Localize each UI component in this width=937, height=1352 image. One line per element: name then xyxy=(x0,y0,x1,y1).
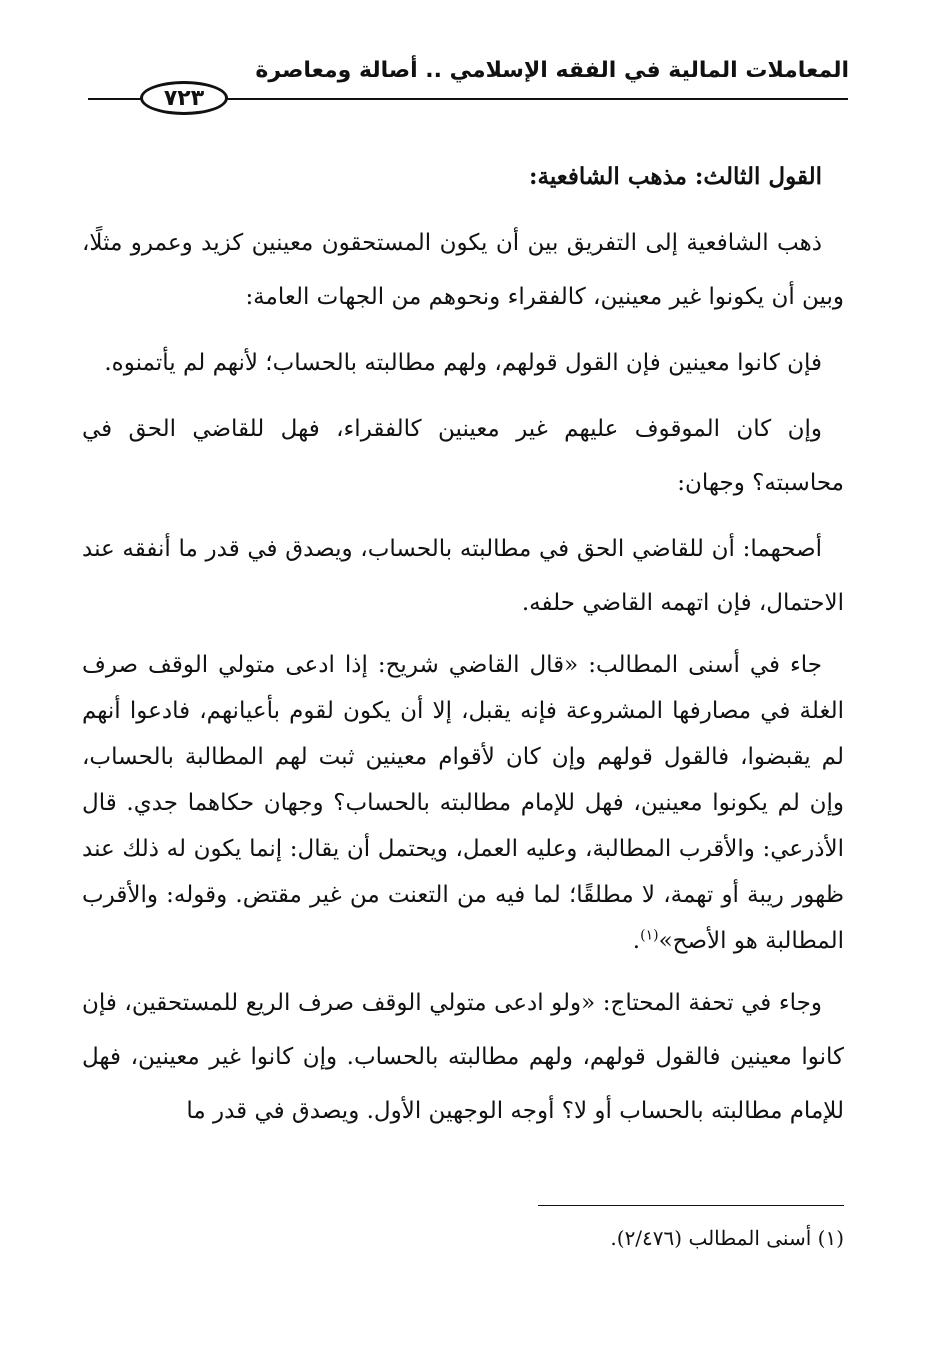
running-title: المعاملات المالية في الفقه الإسلامي .. أصالة ومعاصرة xyxy=(255,58,849,83)
paragraph-5 xyxy=(82,642,844,964)
paragraph-5-text: جاء في أسنى المطالب: «قال القاضي شريح: إذا ادعى متولي الوقف صرف الغلة في مصارفها المشروعة فإنه يقبل، إلا أن يكون لقوم بأعيانهم، فادعوا أنهم لم يقبضوا، فالقول قولهم وإن كان لأقوام معينين ثبت لهم المطالبة بالحساب، وإن لم يكونوا معينين، فهل للإمام مطالبته بالحساب؟ وجهان حكاهما جدي. قال الأذرعي: والأقرب المطالبة، وعليه العمل، ويحتمل أن يقال: إنما يكون له ذلك عند ظهور ريبة أو تهمة، لا مطلقًا؛ لما فيه من التعنت من غير مقتض. وقوله: والأقرب المطالبة هو الأصح» xyxy=(82,652,844,954)
paragraph-1: ذهب الشافعية إلى التفريق بين أن يكون المستحقون معينين كزيد وعمرو مثلًا، وبين أن يكونوا غير معينين، كالفقراء ونحوهم من الجهات العامة: xyxy=(82,230,844,310)
paragraph-6: وجاء في تحفة المحتاج: «ولو ادعى متولي الوقف صرف الريع للمستحقين، فإن كانوا معينين فالقول قولهم، ولهم مطالبته بالحساب. وإن كانوا غير معينين، فهل للإمام مطالبته بالحساب أو لا؟ أوجه الوجهين الأول. ويصدق في قدر ما xyxy=(82,990,844,1124)
footnote-rule xyxy=(538,1205,844,1206)
page-number: ٧٢٣ xyxy=(140,81,228,115)
footnote-reference: (١) xyxy=(640,927,659,944)
paragraph-4: أصحهما: أن للقاضي الحق في مطالبته بالحساب، ويصدق في قدر ما أنفقه عند الاحتمال، فإن اتهمه القاضي حلفه. xyxy=(82,536,844,616)
paragraph-5-end: . xyxy=(632,928,641,954)
paragraph-2: فإن كانوا معينين فإن القول قولهم، ولهم مطالبته بالحساب؛ لأنهم لم يأتمنوه. xyxy=(104,350,822,376)
paragraph-3: وإن كان الموقوف عليهم غير معينين كالفقراء، فهل للقاضي الحق في محاسبته؟ وجهان: xyxy=(82,416,844,496)
main-text xyxy=(82,150,844,1138)
footnote-1: (١) أسنى المطالب (٢/٤٧٦). xyxy=(610,1226,844,1250)
section-heading: القول الثالث: مذهب الشافعية: xyxy=(529,163,822,190)
